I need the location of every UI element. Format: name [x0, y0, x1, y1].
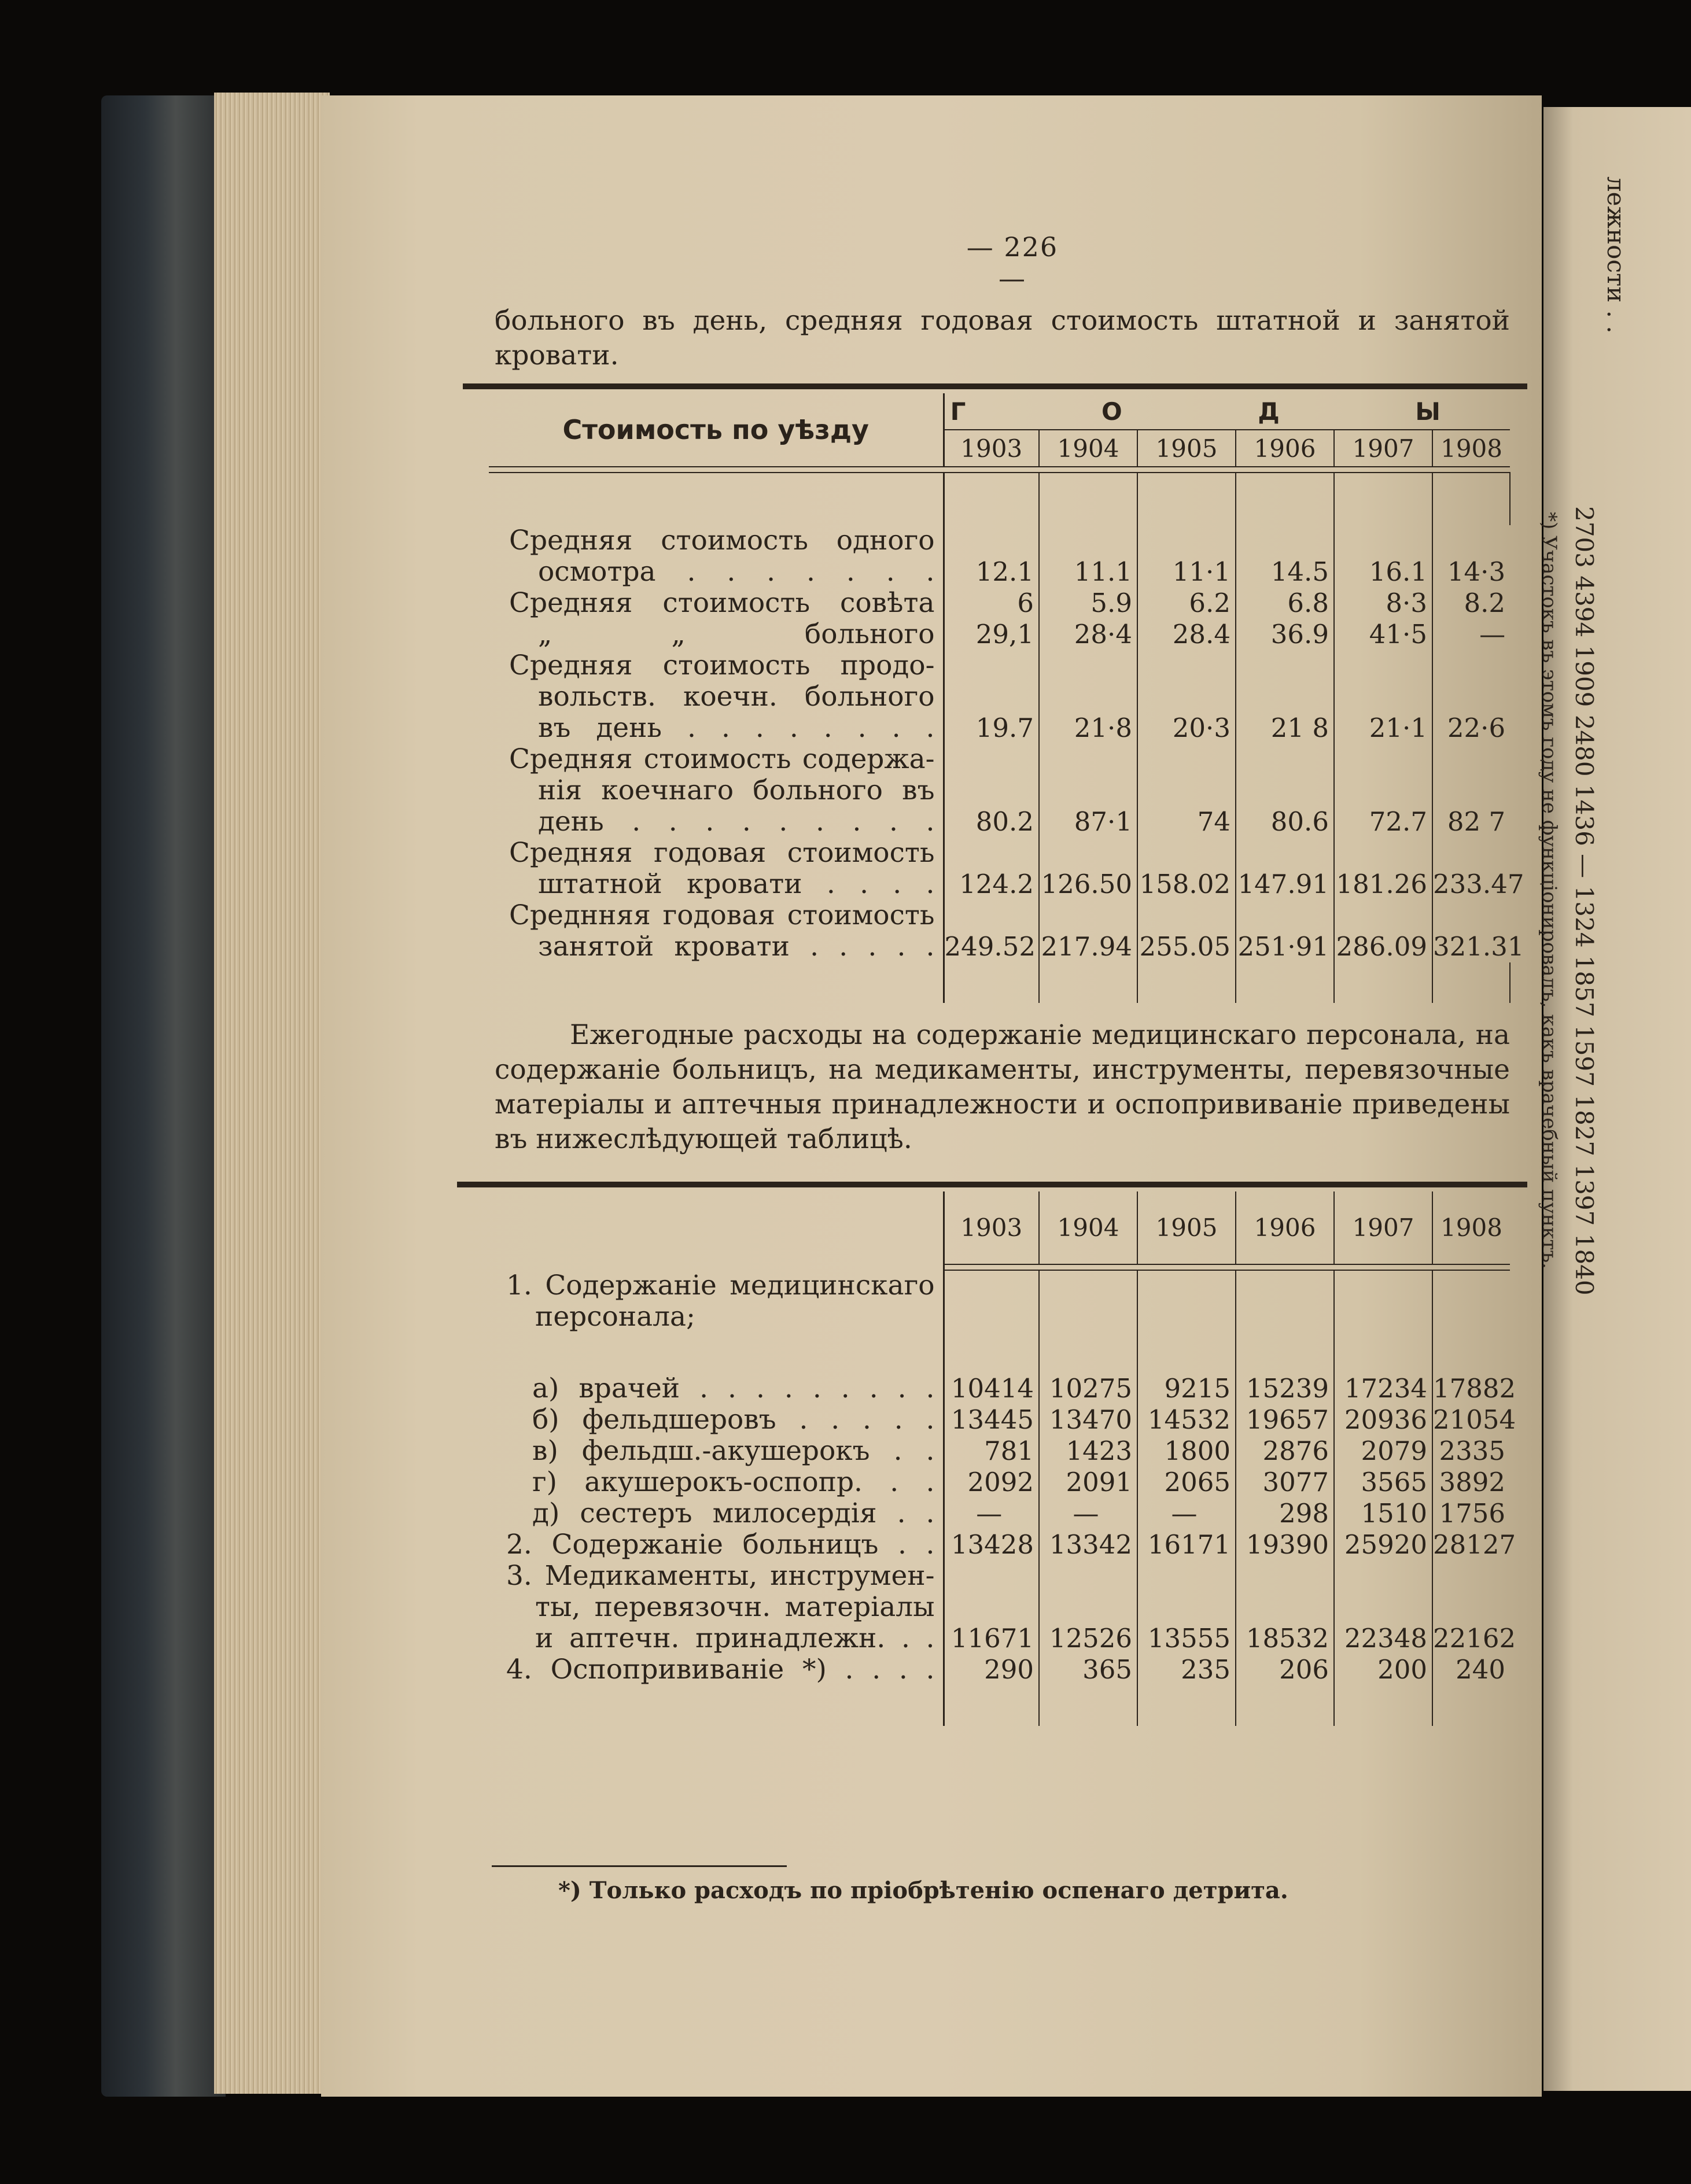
table-cell: 87·1 [1039, 744, 1137, 838]
table-cell: 158.02 [1137, 838, 1236, 900]
table1-group-label: Г О Д Ы [944, 393, 1510, 430]
table-cell: 1423 [1039, 1436, 1137, 1467]
row-label-line: в) фельдш.-акушерокъ . . [486, 1436, 944, 1467]
table-cell: 147.91 [1236, 838, 1334, 900]
table2-year: 1906 [1236, 1191, 1334, 1264]
table2-year: 1907 [1334, 1191, 1432, 1264]
cost-table [489, 393, 1524, 1003]
table-row [486, 1560, 1510, 1654]
table-cell: 10414 [944, 1373, 1039, 1404]
table1-header-label: Стоимость по уѣзду [489, 393, 944, 467]
table-cell: 22348 [1334, 1560, 1432, 1654]
table-cell: 21·8 [1039, 650, 1137, 744]
table2-year: 1908 [1441, 1213, 1502, 1242]
row-label-line: штатной кровати . . . . [538, 868, 935, 900]
table-cell: 8·3 [1334, 588, 1432, 619]
table-row [486, 1436, 1510, 1467]
row-label-line: ты, перевязочн. матеріалы [535, 1591, 935, 1623]
table-cell: 19390 [1236, 1529, 1334, 1560]
table-row [486, 1654, 1510, 1685]
table-row [486, 1467, 1510, 1498]
table2-year: 1903 [944, 1191, 1039, 1264]
table-cell: 2092 [944, 1467, 1039, 1498]
table-cell: 20936 [1334, 1404, 1432, 1436]
table-cell: 124.2 [944, 838, 1039, 900]
table-cell: 3077 [1236, 1467, 1334, 1498]
table-cell: 2091 [1039, 1467, 1137, 1498]
table-row [489, 744, 1510, 838]
row-label-line: Средняя годовая стоимость [509, 837, 935, 869]
table-row [486, 1270, 1510, 1333]
table-cell: 2876 [1236, 1436, 1334, 1467]
table-cell: 11.1 [1039, 525, 1137, 588]
table-row [489, 619, 1510, 650]
table-cell: 11·1 [1137, 525, 1236, 588]
table-cell: 290 [944, 1654, 1039, 1685]
table-cell: 25920 [1334, 1529, 1432, 1560]
table-cell: 3565 [1334, 1467, 1432, 1498]
book-binding [101, 95, 226, 2097]
table2-top-rule [457, 1182, 1527, 1187]
table-row [489, 838, 1510, 900]
row-label-line: Средняя стоимость продо- [509, 650, 935, 681]
row-label-line: и аптечн. принадлежн. . . [535, 1622, 935, 1654]
table-cell: — [1039, 1498, 1137, 1529]
row-label-line: въ день . . . . . . . . [538, 712, 935, 744]
table-cell: 6.8 [1236, 588, 1334, 619]
table-cell: 2065 [1137, 1467, 1236, 1498]
table-cell: 13470 [1039, 1404, 1137, 1436]
table-cell: 19657 [1236, 1404, 1334, 1436]
table1-year: 1903 [944, 430, 1039, 467]
table-cell: 126.50 [1039, 838, 1137, 900]
table-cell: 8.2 [1464, 588, 1506, 618]
table-cell: 235 [1137, 1654, 1236, 1685]
row-label-line: 2. Содержаніе больницъ . . [486, 1529, 944, 1560]
page-edges [214, 93, 330, 2094]
table-cell: 22162 [1433, 1623, 1516, 1654]
footnote-rule [492, 1865, 787, 1867]
table-cell: 74 [1137, 744, 1236, 838]
table-cell: 11671 [944, 1560, 1039, 1654]
row-label-line: г) акушерокъ-оспопр. . . [486, 1467, 944, 1498]
page-number: — 226 — [966, 231, 1059, 294]
table-cell: 17234 [1334, 1373, 1432, 1404]
table1-year: 1905 [1137, 430, 1236, 467]
table-cell: 1756 [1439, 1498, 1505, 1529]
table-cell: 22·6 [1447, 713, 1506, 743]
table-cell: — [1479, 619, 1506, 650]
section-label-line: персонала; [535, 1301, 695, 1333]
table-cell: 1800 [1137, 1436, 1236, 1467]
expenses-table [486, 1191, 1516, 1726]
table-cell: 2079 [1334, 1436, 1432, 1467]
table-cell: 36.9 [1236, 619, 1334, 650]
table-cell: 28.4 [1137, 619, 1236, 650]
table-cell: 82 7 [1447, 806, 1506, 837]
table-cell: 5.9 [1039, 588, 1137, 619]
table-cell: 41·5 [1334, 619, 1432, 650]
table-cell: 321.31 [1433, 931, 1524, 962]
table-cell: 1510 [1334, 1498, 1432, 1529]
row-label-line: вольств. коечн. больного [538, 681, 935, 713]
table-cell: 233.47 [1433, 869, 1524, 899]
table-cell: 217.94 [1039, 900, 1137, 962]
table-cell: 13342 [1039, 1529, 1137, 1560]
table-cell: 21 8 [1236, 650, 1334, 744]
table-cell: 16171 [1137, 1529, 1236, 1560]
table-cell: 200 [1334, 1654, 1432, 1685]
table-cell: 2335 [1439, 1436, 1505, 1466]
row-label-line: а) врачей . . . . . . . . . [486, 1373, 944, 1404]
table-row [489, 900, 1510, 962]
table-cell: 80.6 [1236, 744, 1334, 838]
row-label-line: день . . . . . . . . . [538, 806, 935, 838]
row-label-line: Среднняя годовая стоимость [509, 899, 935, 931]
table-cell: 6.2 [1137, 588, 1236, 619]
table-cell: 15239 [1236, 1373, 1334, 1404]
table-cell: 21·1 [1334, 650, 1432, 744]
table-cell: 80.2 [944, 744, 1039, 838]
table-cell: 21054 [1433, 1404, 1516, 1435]
row-label-line: 3. Медикаменты, инструмен- [506, 1560, 935, 1592]
table2-year: 1905 [1137, 1191, 1236, 1264]
table-row [486, 1529, 1510, 1560]
row-label-line: осмотра . . . . . . . [538, 556, 935, 588]
row-label-line: Средняя стоимость совѣта [489, 588, 944, 619]
table-cell: 20·3 [1137, 650, 1236, 744]
table-cell: 12.1 [944, 525, 1039, 588]
table1-year: 1904 [1039, 430, 1137, 467]
intro-paragraph: больного въ день, средняя годовая стоимость штатной и занятой кровати. [495, 305, 1510, 371]
table-cell: 240 [1456, 1654, 1505, 1685]
table-row [489, 588, 1510, 619]
facing-page-heading: лежности . . [1602, 176, 1630, 334]
row-label-line: „ „ больного [489, 619, 944, 650]
table-cell: 72.7 [1334, 744, 1432, 838]
table-cell: 28·4 [1039, 619, 1137, 650]
table-cell: 206 [1236, 1654, 1334, 1685]
table-cell: 365 [1039, 1654, 1137, 1685]
table1-year: 1908 [1441, 434, 1502, 463]
table-cell: 13555 [1137, 1560, 1236, 1654]
table-cell: 19.7 [944, 650, 1039, 744]
table1-top-rule [463, 383, 1527, 389]
table1-year: 1907 [1334, 430, 1432, 467]
table-cell: 29,1 [944, 619, 1039, 650]
facing-page [1538, 107, 1691, 2091]
table-row [486, 1404, 1510, 1436]
middle-paragraph: Ежегодные расходы на содержаніе медицинскаго персонала, на содержаніе больницъ, на медикаменты, инструменты, перевязочные матеріалы и аптечныя принадлежности и оспопрививаніе приведены въ нижеслѣдующей таблицѣ. [495, 1019, 1510, 1155]
table-row [486, 1373, 1510, 1404]
row-label-line: Средняя стоимость одного [509, 525, 935, 556]
table-row [486, 1498, 1510, 1529]
row-label-line: д) сестеръ милосердія . . [486, 1498, 944, 1529]
table-cell: 28127 [1433, 1529, 1516, 1560]
table-cell: 14·3 [1447, 556, 1506, 587]
table1-year: 1906 [1236, 430, 1334, 467]
table-cell: 10275 [1039, 1373, 1137, 1404]
table-cell: 14.5 [1236, 525, 1334, 588]
table-cell: 17882 [1433, 1373, 1516, 1404]
table-cell: — [944, 1498, 1039, 1529]
table-cell: 12526 [1039, 1560, 1137, 1654]
row-label-line: 4. Оспопрививаніе *) . . . . [486, 1654, 944, 1685]
table-cell: 14532 [1137, 1404, 1236, 1436]
table-cell: — [1137, 1498, 1236, 1529]
table-cell: 13428 [944, 1529, 1039, 1560]
footnote: *) Только расходъ по пріобрѣтенію оспенаго детрита. [558, 1877, 1288, 1904]
table-cell: 18532 [1236, 1560, 1334, 1654]
table-cell: 255.05 [1137, 900, 1236, 962]
table-cell: 249.52 [944, 900, 1039, 962]
facing-page-footnote: *) Участокъ въ этомъ году не функціонировалъ, какъ врачебный пунктъ. [1538, 512, 1561, 1269]
row-label-line: нія коечнаго больного въ [538, 774, 935, 806]
table-cell: 16.1 [1334, 525, 1432, 588]
facing-page-numbers: 2703 4394 1909 2480 1436 — 1324 1857 1597 1827 1397 1840 [1570, 506, 1598, 1296]
table-cell: 3892 [1439, 1467, 1505, 1497]
row-label-line: Средняя стоимость содержа- [509, 743, 935, 775]
table-cell: 6 [944, 588, 1039, 619]
table-cell: 286.09 [1334, 900, 1432, 962]
table-cell: 298 [1236, 1498, 1334, 1529]
row-label-line: б) фельдшеровъ . . . . . [486, 1404, 944, 1436]
table-cell: 9215 [1137, 1373, 1236, 1404]
table-cell: 13445 [944, 1404, 1039, 1436]
table-row [489, 650, 1510, 744]
section-label-line: 1. Содержаніе медицинскаго [506, 1270, 935, 1301]
table-cell: 781 [944, 1436, 1039, 1467]
row-label-line: занятой кровати . . . . . [538, 931, 935, 962]
table-cell: 251·91 [1236, 900, 1334, 962]
table2-year: 1904 [1039, 1191, 1137, 1264]
table-row [489, 525, 1510, 588]
table-cell: 181.26 [1334, 838, 1432, 900]
